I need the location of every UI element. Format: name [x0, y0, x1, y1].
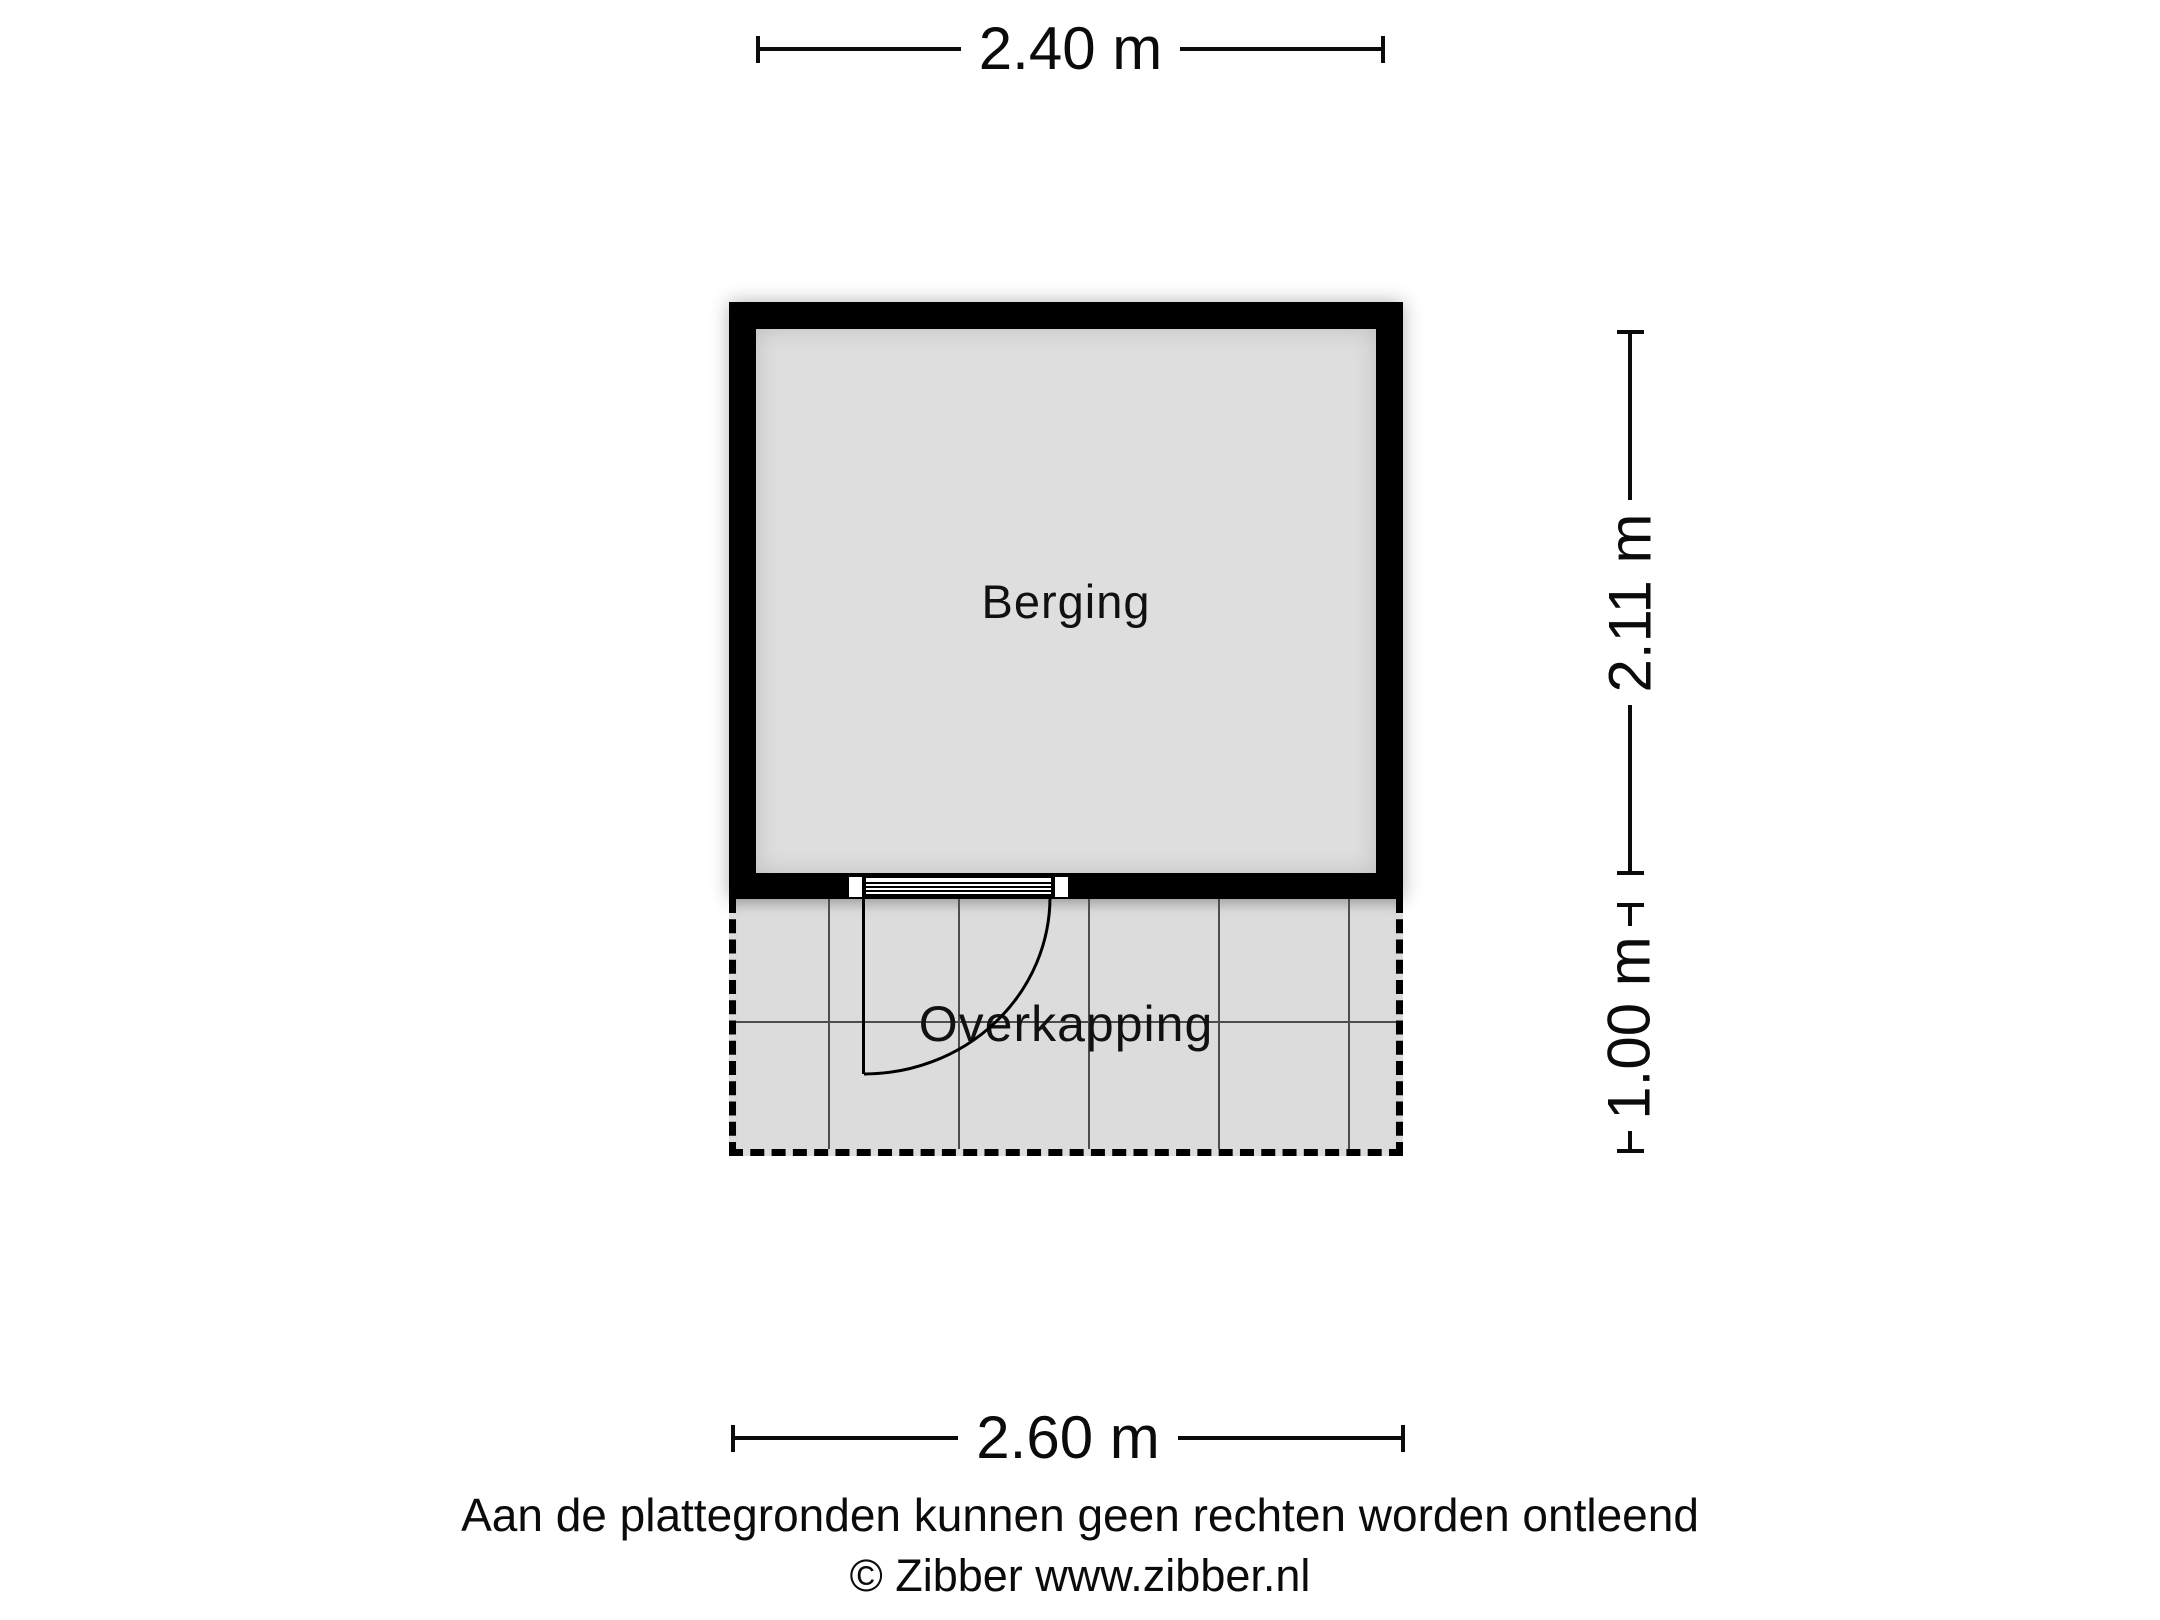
dimension-line: [1628, 907, 1632, 926]
dimension-line: [1180, 47, 1381, 51]
tile-grid-line-vertical: [828, 899, 830, 1149]
footer: [0, 1489, 2160, 1602]
dimension-line: [1628, 1131, 1632, 1150]
dimension-tick: [1617, 871, 1644, 875]
footer-copyright: © Zibber www.zibber.nl: [849, 1549, 1311, 1601]
dimension-top: [756, 15, 1385, 82]
door-post-left: [847, 875, 864, 899]
dimension-tick: [1401, 1425, 1405, 1452]
dimension-line: [735, 1436, 958, 1440]
dimension-tick: [1617, 1149, 1644, 1153]
threshold-line: [866, 882, 1051, 884]
threshold-line: [866, 886, 1051, 888]
overkapping-room-label: Overkapping: [918, 996, 1214, 1052]
dimension-label-bottom: 2.60 m: [976, 1404, 1160, 1471]
dimension-label-right-upper: 2.11 m: [1596, 513, 1664, 692]
door-swing-arc: [864, 897, 1053, 1076]
dimension-tick: [1381, 36, 1385, 63]
door-threshold: [864, 876, 1053, 896]
tile-grid-line-vertical: [1218, 899, 1220, 1149]
dimension-line: [1628, 705, 1632, 871]
berging-room-label: Berging: [981, 574, 1151, 628]
footer-disclaimer: Aan de plattegronden kunnen geen rechten worden ontleend: [461, 1489, 1699, 1541]
dimension-right-upper: [1596, 330, 1664, 875]
building-berging-walls: [729, 302, 1403, 899]
tile-grid-line-vertical: [1348, 899, 1350, 1149]
dimension-label-right-upper-wrap: [1596, 500, 1664, 705]
overkapping-area: [729, 899, 1403, 1156]
dimension-line: [760, 47, 961, 51]
dimension-line: [1178, 1436, 1401, 1440]
berging-floor: [756, 329, 1376, 873]
dimension-label-right-lower-wrap: [1596, 926, 1663, 1131]
threshold-line: [866, 890, 1051, 892]
dimension-line: [1628, 334, 1632, 500]
door-post-right: [1053, 875, 1070, 899]
dimension-right-lower: [1596, 903, 1663, 1153]
dimension-label-top: 2.40 m: [978, 15, 1163, 82]
dimension-label-right-lower: 1.00 m: [1596, 936, 1663, 1120]
dimension-bottom: [731, 1404, 1405, 1471]
